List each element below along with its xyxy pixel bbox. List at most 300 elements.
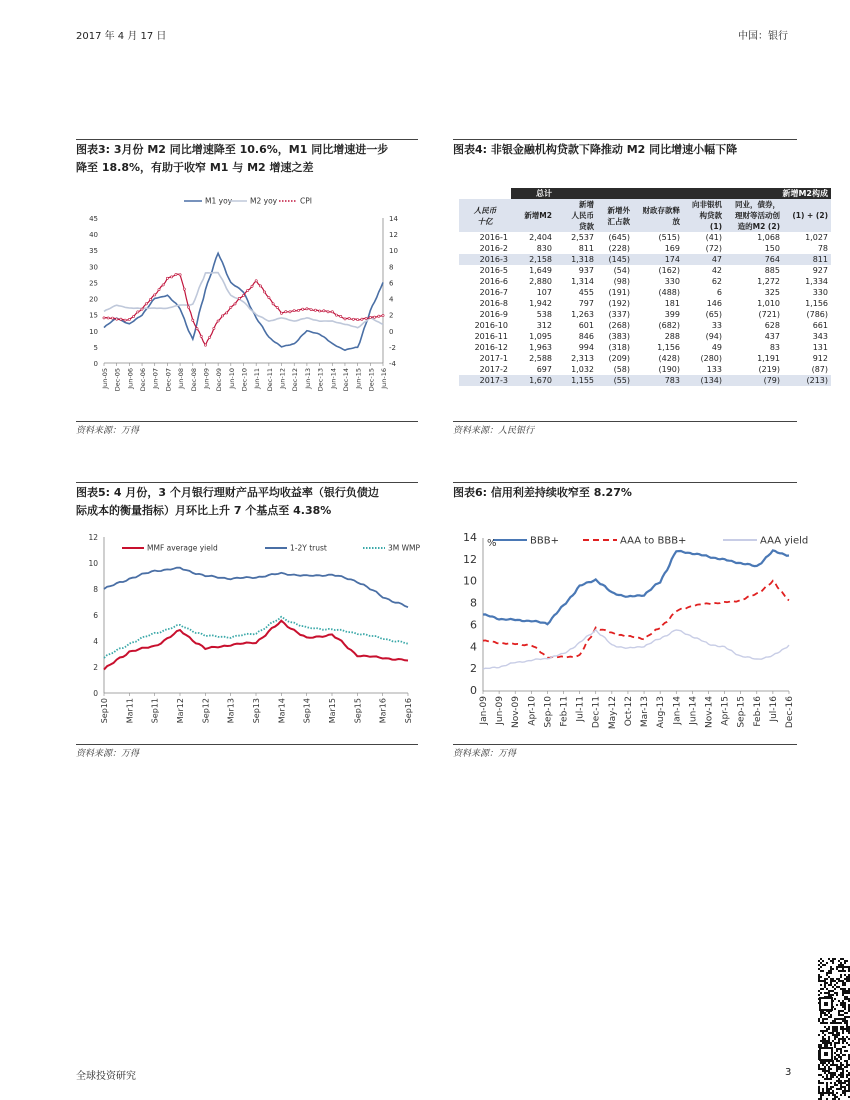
y-tick-label-right: 2	[389, 311, 394, 320]
qr-module	[820, 1092, 822, 1094]
cpi-marker	[192, 319, 194, 321]
cpi-marker	[348, 317, 350, 319]
cpi-marker	[369, 316, 371, 318]
qr-module	[830, 1074, 832, 1076]
table-row	[459, 287, 831, 298]
x-tick-label: Feb-16	[752, 696, 763, 727]
table-cell: 312	[536, 321, 552, 330]
qr-module	[840, 1026, 842, 1028]
y-tick-label: 10	[463, 574, 477, 588]
qr-module	[844, 1016, 846, 1018]
cpi-marker	[179, 274, 181, 276]
qr-module	[834, 1082, 836, 1084]
qr-module	[834, 1020, 836, 1022]
cpi-marker	[344, 318, 346, 320]
cpi-marker	[234, 303, 236, 305]
table-cell: 1,272	[757, 277, 780, 286]
qr-module	[832, 994, 834, 996]
table-cell: 83	[769, 343, 780, 352]
series-line-mmf-average-yield	[104, 621, 408, 670]
qr-module	[836, 1018, 838, 1020]
qr-module	[840, 966, 842, 968]
qr-module	[836, 1092, 838, 1094]
table-cell: 1,963	[529, 343, 552, 352]
fig5-title-line2: 际成本的衡量指标）月环比上升 7 个基点至 4.38%	[76, 504, 332, 517]
qr-module	[822, 1094, 824, 1096]
qr-module	[828, 1078, 830, 1080]
qr-module	[818, 1090, 820, 1092]
qr-module	[840, 962, 842, 964]
qr-module	[818, 980, 820, 982]
qr-module	[836, 1096, 838, 1098]
qr-module	[822, 1062, 824, 1064]
qr-module	[830, 1086, 832, 1088]
cpi-marker	[285, 311, 287, 313]
y-tick-label: 0	[93, 360, 98, 368]
fig6-source: 资料来源：万得	[453, 749, 517, 759]
qr-module	[846, 1084, 848, 1086]
qr-module	[826, 982, 828, 984]
qr-module	[824, 1040, 826, 1042]
row-month: 2016-3	[459, 254, 511, 265]
cpi-marker	[259, 285, 261, 287]
row-month: 2016-5	[479, 266, 508, 275]
qr-module	[834, 988, 836, 990]
table-cell: 288	[664, 332, 680, 341]
qr-module	[826, 1082, 828, 1084]
y-unit-label: %	[487, 538, 497, 549]
qr-module	[834, 1018, 836, 1020]
qr-module	[830, 1064, 832, 1066]
series-line-m2-yoy	[104, 273, 383, 328]
x-tick-label: Jul-16	[768, 696, 779, 722]
qr-module	[842, 1032, 844, 1034]
qr-module	[824, 1044, 826, 1046]
legend-label: 3M WMP	[388, 543, 421, 553]
fig6-top-rule	[453, 482, 797, 483]
qr-module	[820, 992, 822, 994]
cpi-marker	[141, 308, 143, 310]
qr-module	[846, 1080, 848, 1082]
table-cell: 811	[783, 254, 831, 265]
qr-module	[842, 1064, 844, 1066]
qr-module	[842, 1028, 844, 1030]
y-tick-label: 45	[89, 215, 98, 223]
qr-module	[838, 960, 840, 962]
qr-module	[818, 1064, 820, 1066]
qr-module	[846, 960, 848, 962]
qr-module	[840, 1062, 842, 1064]
qr-module	[818, 978, 820, 980]
qr-module	[840, 964, 842, 966]
qr-module	[846, 1090, 848, 1092]
qr-module	[828, 1016, 830, 1018]
col-header: 新增 人民币 贷款	[555, 199, 597, 232]
y-tick-label: 14	[463, 531, 477, 544]
table-row	[459, 265, 831, 276]
qr-module	[846, 990, 848, 992]
table-row	[459, 309, 831, 320]
qr-module	[826, 1030, 828, 1032]
qr-module	[832, 1094, 834, 1096]
qr-module	[826, 988, 828, 990]
qr-module	[834, 1030, 836, 1032]
table-cell: (191)	[608, 288, 630, 297]
table-cell: (228)	[608, 244, 630, 253]
col-header: (1) + (2)	[783, 199, 831, 232]
qr-module	[846, 1076, 848, 1078]
qr-module	[822, 1030, 824, 1032]
y-tick-label: 20	[89, 295, 98, 304]
fig5-bottom-rule	[76, 744, 418, 745]
qr-module	[832, 962, 834, 964]
table-cell: 937	[578, 266, 594, 275]
qr-module	[824, 1018, 826, 1020]
y-tick-label-right: -4	[389, 360, 396, 368]
qr-module	[830, 966, 832, 968]
qr-module	[826, 1076, 828, 1078]
qr-module	[822, 1092, 824, 1094]
qr-module	[832, 990, 834, 992]
qr-module	[842, 1026, 844, 1028]
y-tick-label: 25	[89, 279, 98, 288]
table-cell: 325	[764, 288, 780, 297]
qr-module	[838, 1048, 840, 1050]
qr-module	[818, 968, 820, 970]
qr-module	[842, 1068, 844, 1070]
qr-module	[836, 992, 838, 994]
y-tick-label-right: 14	[389, 215, 398, 223]
qr-module	[846, 978, 848, 980]
qr-module	[828, 1012, 830, 1014]
cpi-marker	[357, 319, 359, 321]
x-tick-label: Dec-16	[785, 696, 795, 729]
col-header: 同业，债券， 理财等活动创 造的M2 (2)	[725, 199, 783, 232]
qr-module	[842, 970, 844, 972]
header-group: 新增M2构成	[555, 188, 831, 199]
x-tick-label: Jun-07	[151, 368, 160, 389]
cpi-marker	[251, 285, 253, 287]
qr-module	[844, 1038, 846, 1040]
fig5-source: 资料来源：万得	[76, 749, 140, 759]
qr-module	[820, 1062, 822, 1064]
table-cell: (383)	[608, 332, 630, 341]
x-tick-label: Sep11	[150, 698, 160, 724]
cpi-marker	[302, 308, 304, 310]
cpi-marker	[327, 311, 329, 313]
qr-module	[836, 1050, 838, 1052]
cpi-marker	[158, 289, 160, 291]
qr-module	[844, 1022, 846, 1024]
qr-module	[840, 976, 842, 978]
qr-module	[836, 1036, 838, 1038]
cpi-marker	[276, 306, 278, 308]
cpi-marker	[107, 317, 109, 319]
y-tick-label: 4	[470, 640, 477, 654]
qr-module	[842, 992, 844, 994]
qr-module	[844, 1018, 846, 1020]
table-cell: 1,318	[555, 254, 597, 265]
qr-module	[828, 976, 830, 978]
qr-module	[834, 1008, 836, 1010]
qr-module	[842, 1038, 844, 1040]
qr-module	[826, 972, 828, 974]
x-tick-label: Mar13	[226, 698, 236, 724]
x-tick-label: Jun-14	[329, 368, 338, 389]
fig4-source: 资料来源：人民银行	[453, 426, 535, 436]
qr-module	[824, 1026, 826, 1028]
x-tick-label: Nov-09	[511, 696, 522, 729]
qr-module	[838, 1000, 840, 1002]
table-row	[459, 232, 831, 243]
qr-module	[820, 976, 822, 978]
qr-module	[824, 1072, 826, 1074]
qr-module	[820, 966, 822, 968]
qr-module	[838, 1054, 840, 1056]
qr-module	[846, 1066, 848, 1068]
table-cell: (41)	[705, 233, 722, 242]
row-month: 2016-12	[474, 343, 508, 352]
qr-module	[820, 970, 822, 972]
qr-module	[842, 1014, 844, 1016]
qr-module	[844, 1040, 846, 1042]
qr-module	[840, 988, 842, 990]
table-cell: 330	[812, 288, 828, 297]
x-tick-label: Dec-11	[591, 696, 602, 729]
qr-module	[836, 1034, 838, 1036]
qr-module	[836, 1022, 838, 1024]
qr-module	[844, 1028, 846, 1030]
qr-module	[842, 1000, 844, 1002]
qr-module	[844, 960, 846, 962]
qr-module	[818, 1082, 820, 1084]
table-row	[459, 298, 831, 309]
qr-module	[844, 1012, 846, 1014]
table-cell: (219)	[758, 365, 780, 374]
qr-module	[846, 1060, 848, 1062]
x-tick-label: Mar12	[176, 698, 185, 724]
report-date: 2017 年 4 月 17 日	[76, 31, 167, 42]
qr-module	[836, 1028, 838, 1030]
qr-module	[832, 960, 834, 962]
qr-module	[820, 980, 822, 982]
cpi-marker	[162, 284, 164, 286]
qr-module	[828, 1062, 830, 1064]
qr-module	[818, 1066, 820, 1068]
qr-module	[840, 1082, 842, 1084]
qr-module	[846, 1074, 848, 1076]
cpi-marker	[268, 297, 270, 299]
cpi-marker	[187, 306, 189, 308]
table-cell: 697	[536, 365, 552, 374]
qr-module	[828, 970, 830, 972]
qr-module	[824, 992, 826, 994]
cpi-marker	[264, 291, 266, 293]
cpi-marker	[145, 303, 147, 305]
qr-code-icon	[818, 958, 850, 1100]
qr-module	[834, 1084, 836, 1086]
qr-module	[824, 1012, 826, 1014]
qr-module	[838, 1074, 840, 1076]
y-tick-label: 6	[93, 611, 98, 620]
table-cell: (72)	[705, 244, 722, 253]
table-cell: (54)	[613, 266, 630, 275]
qr-module	[826, 1070, 828, 1072]
qr-module	[818, 1080, 820, 1082]
qr-module	[846, 1024, 848, 1026]
cpi-marker	[280, 312, 282, 314]
qr-module	[832, 978, 834, 980]
fig4-table-wrap	[459, 188, 831, 386]
qr-module	[822, 1018, 824, 1020]
qr-module	[826, 1090, 828, 1092]
x-tick-label: Dec-14	[341, 368, 350, 392]
sector-label: 中国：银行	[738, 31, 788, 42]
table-cell: 131	[812, 343, 828, 352]
qr-module	[818, 990, 820, 992]
qr-module	[820, 988, 822, 990]
table-cell: 1,191	[757, 354, 780, 363]
qr-module	[844, 1006, 846, 1008]
fig5-chart	[76, 528, 421, 738]
y-tick-label: 8	[470, 596, 477, 610]
cpi-marker	[335, 314, 337, 316]
qr-module	[846, 976, 848, 978]
qr-module	[818, 1044, 820, 1046]
row-month: 2016-9	[479, 310, 508, 319]
qr-module	[842, 988, 844, 990]
qr-module	[820, 1030, 822, 1032]
qr-module	[842, 990, 844, 992]
qr-module	[842, 1092, 844, 1094]
qr-module	[828, 1070, 830, 1072]
qr-module	[842, 1042, 844, 1044]
qr-module	[824, 964, 826, 966]
qr-module	[826, 1014, 828, 1016]
qr-module	[846, 1050, 848, 1052]
legend-label: M1 yoy	[205, 196, 233, 206]
qr-module	[832, 1032, 834, 1034]
x-tick-label: Jun-05	[101, 368, 109, 389]
qr-module	[844, 978, 846, 980]
qr-module	[828, 1038, 830, 1040]
qr-module	[828, 1036, 830, 1038]
qr-module	[836, 966, 838, 968]
qr-module	[822, 1038, 824, 1040]
x-tick-label: Jun-06	[126, 368, 135, 389]
table-cell: 399	[664, 310, 680, 319]
qr-module	[842, 966, 844, 968]
y-tick-label: 12	[463, 552, 477, 566]
qr-module	[838, 1014, 840, 1016]
qr-module	[820, 1022, 822, 1024]
table-row	[459, 243, 831, 254]
x-tick-label: Oct-12	[623, 696, 634, 727]
qr-module	[842, 1086, 844, 1088]
qr-module	[840, 1056, 842, 1058]
qr-module	[820, 1082, 822, 1084]
qr-module	[830, 984, 832, 986]
x-tick-label: Dec-07	[164, 368, 173, 392]
qr-module	[830, 978, 832, 980]
table-cell: (65)	[705, 310, 722, 319]
qr-module	[836, 1066, 838, 1068]
series-line-aaa-to-bbb-	[483, 581, 789, 658]
qr-module	[834, 980, 836, 982]
qr-module	[844, 1094, 846, 1096]
y-tick-label: 0	[470, 684, 477, 697]
x-tick-label: Jun-16	[380, 368, 388, 389]
qr-module	[822, 970, 824, 972]
qr-module	[818, 1086, 820, 1088]
table-cell: 912	[812, 354, 828, 363]
legend-label: M2 yoy	[250, 196, 278, 206]
qr-module	[844, 1054, 846, 1056]
table-cell: 1,263	[571, 310, 594, 319]
qr-module	[838, 1018, 840, 1020]
qr-module	[844, 996, 846, 998]
qr-module	[844, 992, 846, 994]
qr-module	[840, 1086, 842, 1088]
x-tick-label: Sep-10	[543, 696, 554, 728]
table-cell: (488)	[658, 288, 680, 297]
y-tick-label: 35	[89, 247, 98, 256]
qr-module	[832, 1062, 834, 1064]
qr-module	[820, 1094, 822, 1096]
qr-module	[838, 1080, 840, 1082]
cpi-marker	[306, 308, 308, 310]
y-tick-label: 10	[88, 559, 98, 568]
qr-module	[818, 1088, 820, 1090]
table-cell: 1,314	[571, 277, 594, 286]
qr-module	[830, 972, 832, 974]
qr-module	[842, 1090, 844, 1092]
legend-label: 1-2Y trust	[290, 543, 327, 553]
x-tick-label: Sep15	[353, 698, 363, 724]
qr-module	[840, 1066, 842, 1068]
qr-module	[830, 1078, 832, 1080]
qr-module	[846, 1016, 848, 1018]
table-cell: 811	[578, 244, 594, 253]
cpi-marker	[183, 288, 185, 290]
qr-module	[836, 1026, 838, 1028]
cpi-marker	[319, 310, 321, 312]
qr-module	[824, 982, 826, 984]
qr-module	[834, 992, 836, 994]
qr-module	[834, 1072, 836, 1074]
qr-module	[846, 1030, 848, 1032]
qr-module	[824, 1034, 826, 1036]
qr-module	[834, 1058, 836, 1060]
qr-module	[834, 1056, 836, 1058]
qr-module	[818, 960, 820, 962]
qr-module	[836, 1030, 838, 1032]
qr-module	[838, 1078, 840, 1080]
table-cell: (55)	[597, 375, 633, 386]
qr-module	[846, 1036, 848, 1038]
cpi-marker	[361, 318, 363, 320]
qr-module	[844, 962, 846, 964]
cpi-marker	[323, 310, 325, 312]
qr-module	[832, 1040, 834, 1042]
qr-module	[838, 1042, 840, 1044]
table-row	[459, 276, 831, 287]
qr-module	[846, 1012, 848, 1014]
qr-module	[842, 1082, 844, 1084]
qr-module	[832, 1026, 834, 1028]
y-tick-label: 12	[88, 533, 98, 542]
qr-module	[822, 1070, 824, 1072]
